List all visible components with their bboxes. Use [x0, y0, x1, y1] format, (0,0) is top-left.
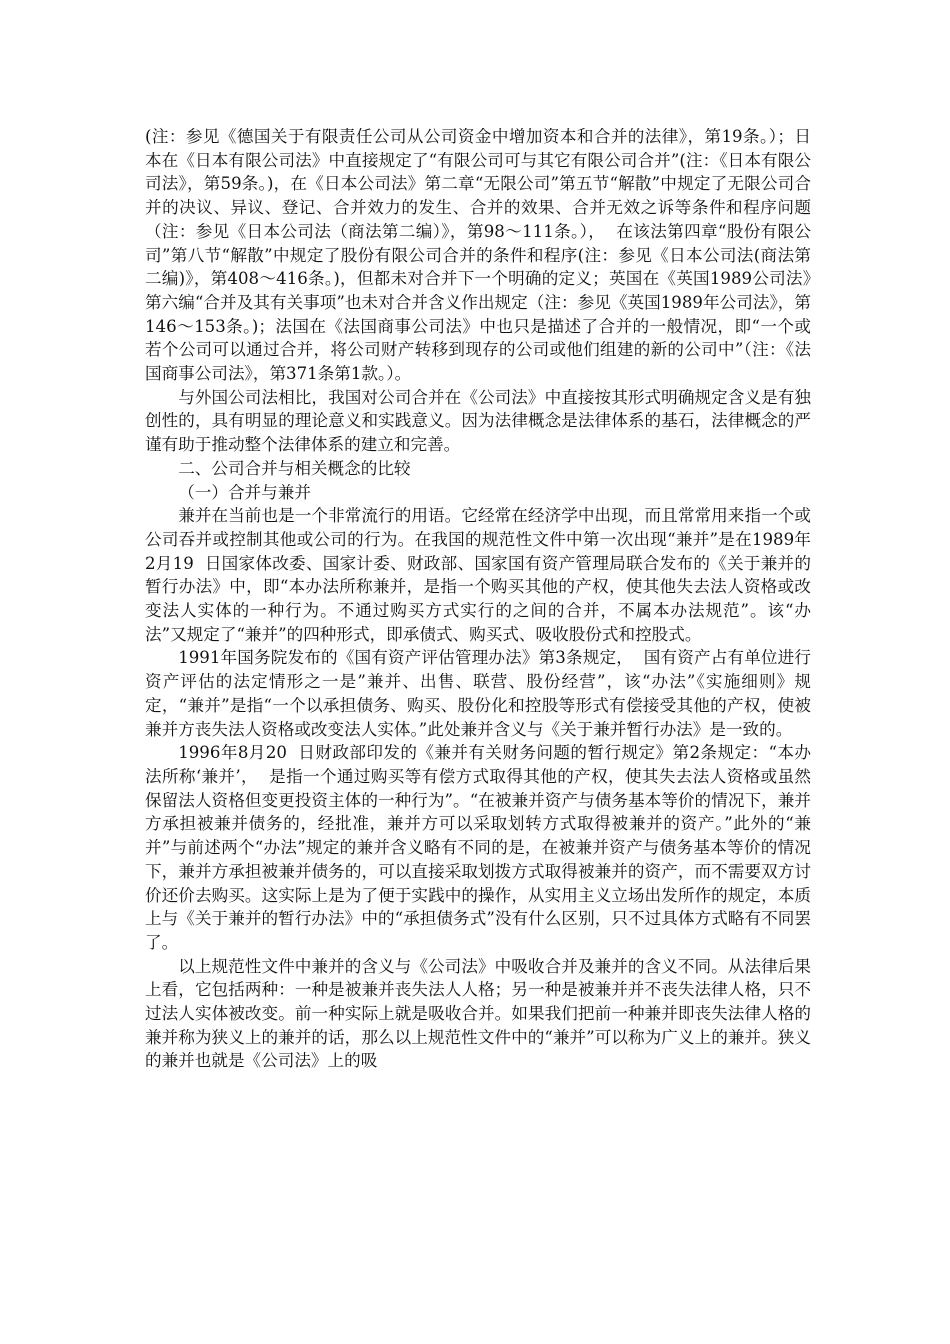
document-body — [145, 125, 811, 1073]
section-heading: 二、公司合并与相关概念的比较 — [178, 458, 411, 478]
subsection-heading: （一）合并与兼并 — [178, 482, 311, 502]
paragraph-1991-regulation: 1991年国务院发布的《国有资产评估管理办法》第3条规定， 国有资产占有单位进行资产评估的法定情形之一是”兼并、出售、联营、股份经营”，该“办法”《实施细则》规定，“兼并”是指“一个以承担债务、购买、股份化和控股等形式有偿接受其他的产权，使被兼并方丧失法人资格或改变法人实体。”此处兼并含义与《关于兼并暂行办法》是一致的。 — [145, 648, 811, 739]
paragraph-broad-vs-narrow: 以上规范性文件中兼并的含义与《公司法》中吸收合并及兼并的含义不同。从法律后果上看，它包括两种：一种是被兼并丧失法人人格；另一种是被兼并并不丧失法律人格，只不过法人实体被改变。前一种实际上就是吸收合并。如果我们把前一种兼并即丧失法律人格的兼并称为狭义上的兼并的话，那么以上规范性文件中的“兼并”可以称为广义上的兼并。狭义的兼并也就是《公司法》上的吸 — [145, 956, 811, 1071]
paragraph-1996-regulation: 1996年8月20 日财政部印发的《兼并有关财务问题的暂行规定》第2条规定：“本办法所称‘兼并’， 是指一个通过购买等有偿方式取得其他的产权，使其失去法人资格或虽然保留法人资格但变更投资主体的一种行为”。“在被兼并资产与债务基本等价的情况下，兼并方承担被兼并债务的，经批准，兼并方可以采取划转方式取得被兼并的资产。”此外的“兼并”与前述两个“办法”规定的兼并含义略有不同的是，在被兼并资产与债务基本等价的情况下，兼并方承担被兼并债务的，可以直接采取划拨方式取得被兼并的资产，而不需要双方讨价还价去购买。这实际上是为了便于实践中的操作，从实用主义立场出发所作的规定，本质上与《关于兼并的暂行办法》中的“承担债务式”没有什么区别，只不过具体方式略有不同罢了。 — [145, 743, 811, 952]
paragraph-comparison-summary: 与外国公司法相比，我国对公司合并在《公司法》中直接按其形式明确规定含义是有独创性的，具有明显的理论意义和实践意义。因为法律概念是法律体系的基石，法律概念的严谨有助于推动整个法律体系的建立和完善。 — [145, 387, 811, 455]
paragraph-merger-term-1989: 兼并在当前也是一个非常流行的用语。它经常在经济学中出现，而且常常用来指一个或公司吞并或控制其他或公司的行为。在我国的规范性文件中第一次出现“兼并”是在1989年2月19 日国家体改委、国家计委、财政部、国家国有资产管理局联合发布的《关于兼并的暂行办法》中，即“本办法所称兼并，是指一个购买其他的产权，使其他失去法人资格或改变法人实体的一种行为。不通过购买方式实行的之间的合并，不属本办法规范”。该“办法”又规定了“兼并”的四种形式，即承债式、购买式、吸收股份式和控股式。 — [145, 506, 811, 644]
paragraph-foreign-law-notes: (注：参见《德国关于有限责任公司从公司资金中增加资本和合并的法律》，第19条。）；日本在《日本有限公司法》中直接规定了“有限公司可与其它有限公司合并”(注：《日本有限公司法》，第59条。)，在《日本公司法》第二章“无限公司”第五节“解散”中规定了无限公司合并的决议、异议、登记、合并效力的发生、合并的效果、合并无效之诉等条件和程序问题（注：参见《日本公司法（商法第二编）》，第98～111条。）， 在该法第四章“股份有限公司”第八节“解散”中规定了股份有限公司合并的条件和程序(注：参见《日本公司法(商法第二编)》，第408～416条。)，但都未对合并下一个明确的定义；英国在《英国1989公司法》第六编“合并及其有关事项”也未对合并含义作出规定（注：参见《英国1989年公司法》，第146～153条。)；法国在《法国商事公司法》中也只是描述了合并的一般情况，即“一个或若个公司可以通过合并，将公司财产转移到现存的公司或他们组建的新的公司中”（注：《法国商事公司法》，第371条第1款。）。 — [145, 127, 811, 384]
